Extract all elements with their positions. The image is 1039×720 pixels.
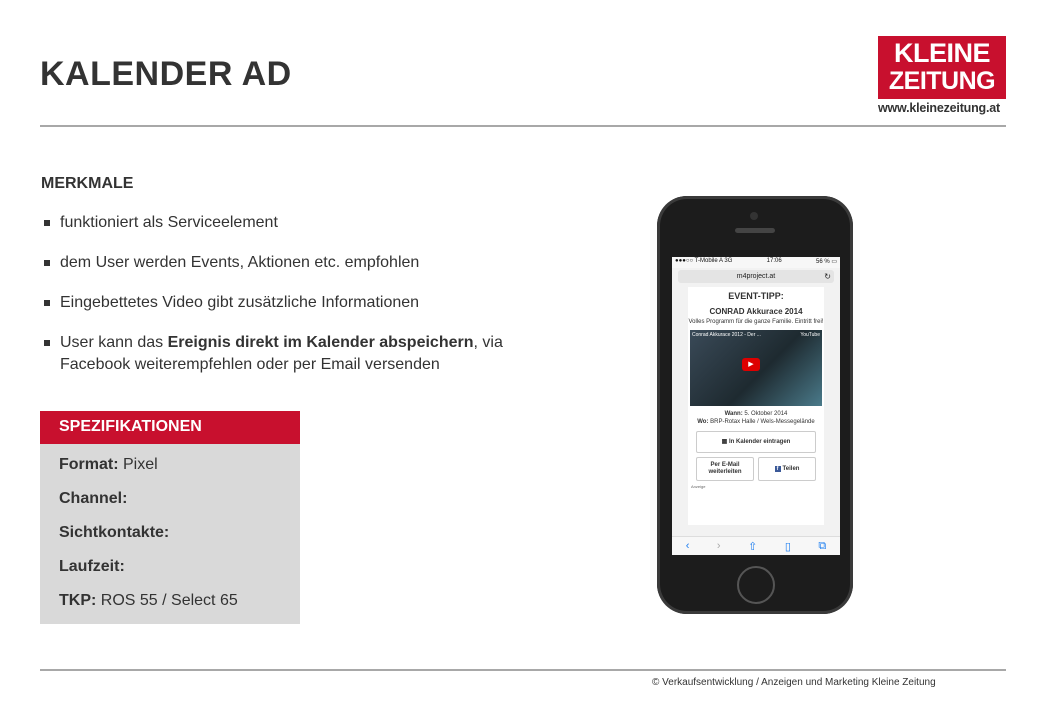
forward-icon[interactable]: › bbox=[716, 540, 721, 552]
when-value: 5. Oktober 2014 bbox=[742, 411, 788, 417]
feature-text-post: , via Facebook weiterempfehlen oder per Email versenden bbox=[60, 334, 503, 373]
logo-line-2: ZEITUNG bbox=[888, 67, 996, 95]
carrier-signal: ●●●○○ T-Mobile A 3G bbox=[675, 258, 733, 264]
share-icon[interactable]: ⇧ bbox=[748, 540, 758, 553]
logo-box bbox=[878, 36, 1006, 99]
camera-icon bbox=[750, 212, 758, 220]
feature-item bbox=[44, 252, 564, 274]
home-button[interactable] bbox=[737, 566, 775, 604]
footer-copyright: © Verkaufsentwicklung / Anzeigen und Marketing Kleine Zeitung bbox=[652, 677, 936, 688]
facebook-icon: f bbox=[775, 466, 781, 472]
browser-toolbar bbox=[672, 536, 840, 555]
bullet-square-icon bbox=[44, 300, 50, 306]
calendar-ad bbox=[688, 287, 824, 525]
spec-row-sichtkontakte bbox=[59, 516, 281, 550]
bullet-square-icon bbox=[44, 260, 50, 266]
spec-row-channel bbox=[59, 482, 281, 516]
ad-label: Anzeige bbox=[691, 484, 706, 489]
video-source: YouTube bbox=[800, 332, 820, 338]
status-time: 17:06 bbox=[766, 258, 782, 264]
feature-text: dem User werden Events, Aktionen etc. empfohlen bbox=[60, 254, 420, 271]
calendar-button-label: In Kalender eintragen bbox=[728, 439, 791, 445]
reload-icon[interactable]: ↻ bbox=[824, 272, 831, 281]
features-list bbox=[44, 212, 564, 394]
video-header bbox=[692, 332, 820, 338]
calendar-icon: ▦ bbox=[721, 439, 729, 445]
spec-row-tkp bbox=[59, 584, 281, 618]
where-label: Wo: bbox=[697, 419, 709, 425]
phone-status-bar bbox=[672, 257, 840, 268]
speaker-grille bbox=[735, 228, 775, 233]
spec-label: Laufzeit: bbox=[59, 558, 125, 575]
spec-label: Format: bbox=[59, 456, 119, 473]
event-details bbox=[688, 410, 824, 426]
kleine-zeitung-logo[interactable] bbox=[878, 36, 1006, 115]
phone-screen bbox=[672, 257, 840, 555]
feature-text: Eingebettetes Video gibt zusätzliche Informationen bbox=[60, 294, 420, 311]
tabs-icon[interactable]: ⧉ bbox=[818, 539, 827, 552]
spec-value: Pixel bbox=[118, 456, 158, 473]
feature-item bbox=[44, 292, 564, 314]
bookmarks-icon[interactable]: ▯ bbox=[784, 540, 791, 553]
ad-subtitle: CONRAD Akkurace 2014 bbox=[709, 307, 803, 316]
browser-url-bar[interactable] bbox=[678, 270, 834, 283]
video-title: Conrad Akkurace 2012 - Der ... bbox=[692, 332, 761, 338]
logo-url: www.kleinezeitung.at bbox=[878, 101, 1000, 115]
feature-text-bold: Ereignis direkt im Kalender abspeichern bbox=[167, 334, 474, 351]
feature-item bbox=[44, 332, 564, 376]
when-label: Wann: bbox=[724, 411, 743, 417]
spec-row-laufzeit bbox=[59, 550, 281, 584]
spec-label: Channel: bbox=[59, 490, 128, 507]
email-forward-button[interactable]: Per E-Mail weiterleiten bbox=[696, 457, 754, 481]
spec-row-format bbox=[59, 448, 281, 482]
where-value: BRP-Rotax Halle / Wels-Messegelände bbox=[708, 419, 815, 425]
facebook-share-button[interactable] bbox=[758, 457, 816, 481]
bullet-square-icon bbox=[44, 340, 50, 346]
ad-title: EVENT-TIPP: bbox=[728, 291, 784, 301]
spec-label: TKP: bbox=[59, 592, 97, 609]
feature-text: funktioniert als Serviceelement bbox=[60, 214, 278, 231]
specifications-body bbox=[40, 444, 300, 624]
spec-value: ROS 55 / Select 65 bbox=[96, 592, 238, 609]
features-heading: MERKMALE bbox=[41, 175, 134, 192]
spec-label: Sichtkontakte: bbox=[59, 524, 170, 541]
footer-divider bbox=[40, 669, 1006, 671]
page-title: KALENDER AD bbox=[40, 55, 292, 93]
url-text: m4project.at bbox=[736, 273, 776, 280]
feature-text-pre: User kann das bbox=[60, 334, 168, 351]
specifications-heading: SPEZIFIKATIONEN bbox=[40, 411, 300, 444]
add-to-calendar-button[interactable] bbox=[696, 431, 816, 453]
share-buttons bbox=[696, 457, 816, 481]
embedded-video[interactable] bbox=[690, 330, 822, 406]
ad-description: Volles Programm für die ganze Familie. Eintritt frei! bbox=[688, 319, 824, 325]
share-button-label: Teilen bbox=[782, 465, 800, 472]
feature-item bbox=[44, 212, 564, 234]
play-icon[interactable]: ▶ bbox=[742, 358, 760, 371]
header-divider bbox=[40, 125, 1006, 127]
specifications-box bbox=[40, 411, 300, 624]
back-icon[interactable]: ‹ bbox=[685, 540, 690, 552]
logo-line-1: KLEINE bbox=[893, 38, 990, 68]
bullet-square-icon bbox=[44, 220, 50, 226]
battery-status: 56 % ▭ bbox=[815, 259, 837, 265]
